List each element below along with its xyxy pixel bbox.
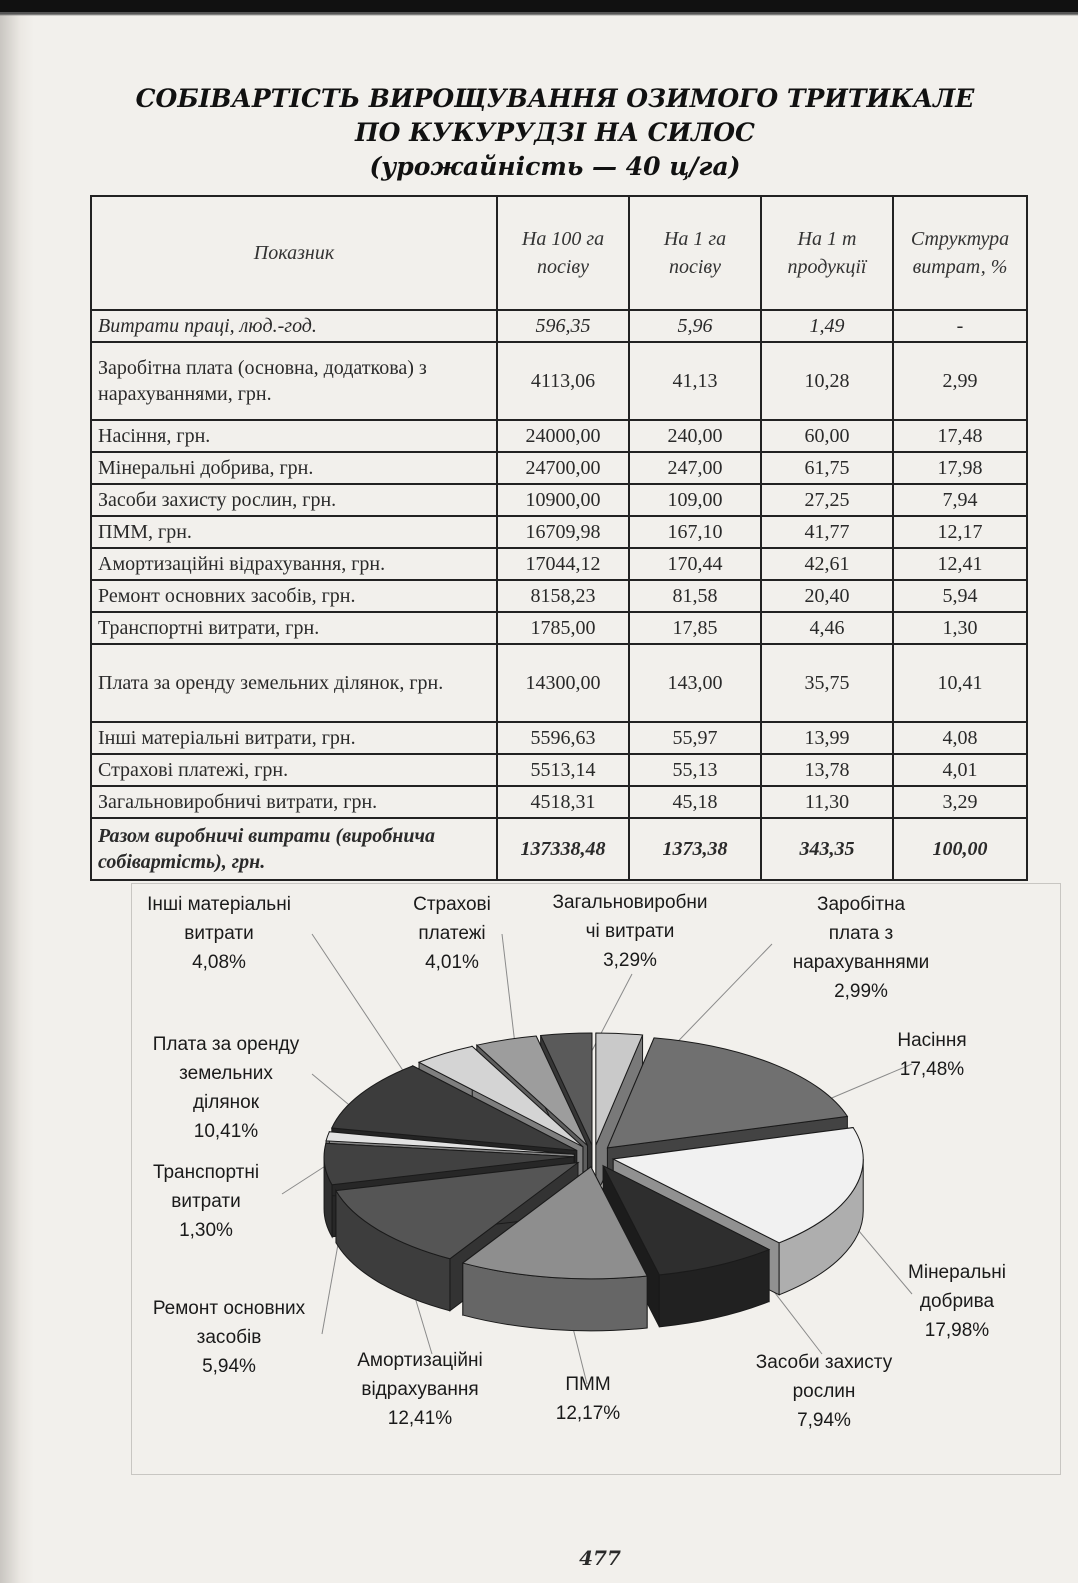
cell-per-1ha: 55,97 [629, 722, 761, 754]
pie-label-insurance [396, 890, 508, 977]
pie-tops [324, 1033, 863, 1279]
table-row [91, 452, 1027, 484]
cell-per-100ha: 14300,00 [497, 644, 629, 722]
pie-label-line: Мінеральні [908, 1262, 1006, 1283]
row-label: Засоби захисту рослин, грн. [91, 484, 497, 516]
cell-structure: 7,94 [893, 484, 1027, 516]
cell-per-1ha: 247,00 [629, 452, 761, 484]
pie-label-line: витрати [171, 1191, 241, 1212]
cell-per-100ha: 24000,00 [497, 420, 629, 452]
table-row [91, 722, 1027, 754]
cell-per-1t: 27,25 [761, 484, 893, 516]
cell-per-1ha: 109,00 [629, 484, 761, 516]
pie-label-value: 17,98% [924, 1320, 990, 1341]
pie-label-line: Транспортні [152, 1162, 260, 1183]
cell-per-1t: 13,78 [761, 754, 893, 786]
cell-per-1t: 1,49 [761, 310, 893, 342]
cell-per-1ha: 81,58 [629, 580, 761, 612]
cell-structure: 12,17 [893, 516, 1027, 548]
col-header-per-100ha: На 100 га посіву [497, 196, 629, 310]
pie-label-line: Засоби захисту [755, 1352, 893, 1373]
table-row [91, 516, 1027, 548]
col-header-indicator: Показник [91, 196, 497, 310]
title-line-2: ПО КУКУРУДЗІ НА СИЛОС [355, 118, 755, 147]
pie-label-line: Інші матеріальні [147, 894, 291, 915]
cell-per-1ha: 1373,38 [629, 818, 761, 880]
page-edge-shadow [0, 0, 34, 1583]
pie-label-wages [772, 890, 950, 1006]
pie-label-value: 4,08% [192, 952, 246, 973]
cell-per-1ha: 170,44 [629, 548, 761, 580]
pie-label-transport [136, 1158, 276, 1245]
cell-per-1ha: 17,85 [629, 612, 761, 644]
page-number: 477 [579, 1546, 621, 1570]
table-row [91, 484, 1027, 516]
row-label: Загальновиробничі витрати, грн. [91, 786, 497, 818]
row-label: Мінеральні добрива, грн. [91, 452, 497, 484]
cell-structure: 2,99 [893, 342, 1027, 420]
table-row [91, 548, 1027, 580]
pie-label-fuel [538, 1370, 638, 1428]
cell-per-1ha: 143,00 [629, 644, 761, 722]
table-row-total [91, 818, 1027, 880]
scan-top-border [0, 0, 1078, 16]
pie-label-line: чі витрати [585, 921, 675, 942]
cell-per-1t: 41,77 [761, 516, 893, 548]
col-header-structure: Структура витрат, % [893, 196, 1027, 310]
title-line-1: СОБІВАРТІСТЬ ВИРОЩУВАННЯ ОЗИМОГО ТРИТИКАЛЕ [135, 84, 975, 113]
table-row [91, 786, 1027, 818]
pie-label-line: засобів [196, 1327, 262, 1348]
row-label: Страхові платежі, грн. [91, 754, 497, 786]
pie-label-overhead [536, 888, 724, 975]
cell-per-100ha: 1785,00 [497, 612, 629, 644]
table-row [91, 754, 1027, 786]
pie-label-line: ПММ [565, 1374, 611, 1395]
pie-label-value: 5,94% [202, 1356, 256, 1377]
pie-label-line: Страхові [413, 894, 491, 915]
pie-label-value: 4,01% [425, 952, 479, 973]
pie-label-line: витрати [184, 923, 254, 944]
cell-structure: 10,41 [893, 644, 1027, 722]
page-title [80, 82, 1030, 184]
pie-label-line: плата з [828, 923, 894, 944]
cell-per-100ha: 5513,14 [497, 754, 629, 786]
cell-per-100ha: 8158,23 [497, 580, 629, 612]
pie-label-line: рослин [792, 1381, 856, 1402]
cell-per-1ha: 240,00 [629, 420, 761, 452]
table-row [91, 612, 1027, 644]
pie-label-line: Заробітна [816, 894, 906, 915]
cell-per-100ha: 5596,63 [497, 722, 629, 754]
cell-per-1t: 343,35 [761, 818, 893, 880]
pie-label-plant-protection [736, 1348, 912, 1435]
table-row [91, 420, 1027, 452]
row-label: Витрати праці, люд.-год. [91, 310, 497, 342]
pie-label-line: земельних [179, 1063, 273, 1084]
pie-label-seeds [872, 1026, 992, 1084]
cell-per-1ha: 5,96 [629, 310, 761, 342]
col-header-per-1t: На 1 т продукції [761, 196, 893, 310]
cell-per-1ha: 167,10 [629, 516, 761, 548]
row-label: Ремонт основних засобів, грн. [91, 580, 497, 612]
cell-structure: 12,41 [893, 548, 1027, 580]
table-row [91, 644, 1027, 722]
pie-label-value: 12,41% [387, 1408, 453, 1429]
pie-label-line: Загальновиробни [552, 892, 708, 913]
pie-label-line: відрахування [361, 1379, 479, 1400]
row-label: Насіння, грн. [91, 420, 497, 452]
cell-per-1t: 60,00 [761, 420, 893, 452]
cell-per-1t: 13,99 [761, 722, 893, 754]
pie-label-line: добрива [919, 1291, 995, 1312]
pie-label-repair [136, 1294, 322, 1381]
cell-structure: 17,98 [893, 452, 1027, 484]
cell-per-1t: 10,28 [761, 342, 893, 420]
pie-label-fertilizers [896, 1258, 1018, 1345]
title-line-3: (урожайність — 40 ц/га) [369, 152, 741, 181]
cell-per-100ha: 16709,98 [497, 516, 629, 548]
cell-structure: 4,08 [893, 722, 1027, 754]
pie-label-line: ділянок [192, 1092, 260, 1113]
pie-label-other-materials [134, 890, 304, 977]
pie-label-line: нарахуваннями [792, 952, 930, 973]
cell-structure: 17,48 [893, 420, 1027, 452]
cost-table [90, 195, 1028, 881]
cell-per-1t: 61,75 [761, 452, 893, 484]
row-label: Інші матеріальні витрати, грн. [91, 722, 497, 754]
cell-per-1ha: 45,18 [629, 786, 761, 818]
row-label: Разом виробничі витрати (виробнича собівартість), грн. [91, 818, 497, 880]
cell-per-1t: 35,75 [761, 644, 893, 722]
cell-per-100ha: 17044,12 [497, 548, 629, 580]
cell-per-100ha: 24700,00 [497, 452, 629, 484]
pie-label-value: 7,94% [797, 1410, 851, 1431]
cell-per-1ha: 55,13 [629, 754, 761, 786]
col-header-per-1ha: На 1 га посіву [629, 196, 761, 310]
pie-label-value: 12,17% [555, 1403, 621, 1424]
row-label: Амортизаційні відрахування, грн. [91, 548, 497, 580]
cell-per-100ha: 137338,48 [497, 818, 629, 880]
row-label: Транспортні витрати, грн. [91, 612, 497, 644]
cell-per-1t: 20,40 [761, 580, 893, 612]
cell-structure: 4,01 [893, 754, 1027, 786]
cell-structure: 1,30 [893, 612, 1027, 644]
pie-label-line: платежі [418, 923, 486, 944]
cell-structure: - [893, 310, 1027, 342]
pie-label-line: Амортизаційні [357, 1350, 483, 1371]
cell-per-1ha: 41,13 [629, 342, 761, 420]
pie-label-value: 2,99% [834, 981, 888, 1002]
cell-per-1t: 42,61 [761, 548, 893, 580]
pie-label-value: 3,29% [603, 950, 657, 971]
cell-per-100ha: 596,35 [497, 310, 629, 342]
pie-label-line: Ремонт основних [152, 1298, 306, 1319]
pie-chart [131, 883, 1061, 1475]
table-header-row [91, 196, 1027, 310]
table-row [91, 580, 1027, 612]
pie-label-value: 10,41% [193, 1121, 259, 1142]
pie-label-value: 1,30% [179, 1220, 233, 1241]
row-label: Плата за оренду земельних ділянок, грн. [91, 644, 497, 722]
cell-structure: 100,00 [893, 818, 1027, 880]
pie-label-line: Насіння [897, 1030, 967, 1051]
pie-label-depreciation [338, 1346, 502, 1433]
cell-per-100ha: 10900,00 [497, 484, 629, 516]
pie-label-value: 17,48% [899, 1059, 965, 1080]
table-row [91, 310, 1027, 342]
cell-per-1t: 11,30 [761, 786, 893, 818]
row-label: ПММ, грн. [91, 516, 497, 548]
cell-per-100ha: 4113,06 [497, 342, 629, 420]
cell-structure: 3,29 [893, 786, 1027, 818]
cell-per-1t: 4,46 [761, 612, 893, 644]
table-row [91, 342, 1027, 420]
cell-per-100ha: 4518,31 [497, 786, 629, 818]
row-label: Заробітна плата (основна, додаткова) з нарахуваннями, грн. [91, 342, 497, 420]
cell-structure: 5,94 [893, 580, 1027, 612]
pie-label-land-rent [134, 1030, 318, 1146]
pie-label-line: Плата за оренду [152, 1034, 300, 1055]
